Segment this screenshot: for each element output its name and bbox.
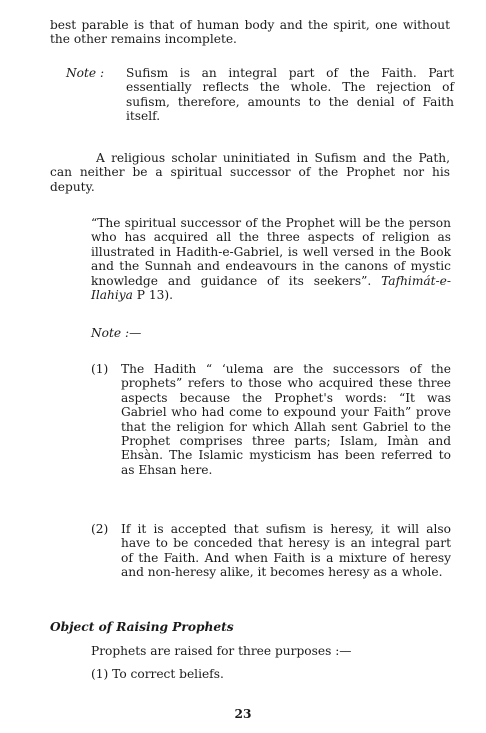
note-text: Sufism is an integral part of the Faith. Part essentially reflects the whole. The rejection of sufism, therefore, amounts to the denial of Faith itself. — [126, 66, 454, 124]
purpose-item: (1) To correct beliefs. — [91, 667, 224, 681]
note-heading: Note :— — [91, 326, 142, 340]
list-item — [91, 522, 451, 580]
quote-page-ref: P 13). — [136, 288, 173, 303]
scholar-paragraph: A religious scholar uninitiated in Sufism and the Path, can neither be a spiritual successor of the Prophet nor his deputy. — [50, 151, 450, 194]
section-heading: Object of Raising Prophets — [50, 620, 234, 634]
list-item-text: If it is accepted that sufism is heresy, it will also have to be conceded that heresy is an integral part of the Faith. And when Faith is a mixture of heresy and non-heresy alike, it becomes heresy as a whole. — [121, 522, 451, 580]
list-item-text: The Hadith “ ‘ulema are the successors of the prophets” refers to those who acquired these three aspects because the Prophet's words: “It was Gabriel who had come to expound your Faith” prove that the religion for which Allah sent Gabriel to the Prophet comprises three parts; Islam, Imàn and Ehsàn. The Islamic mysticism has been referred to as Ehsan here. — [121, 362, 451, 477]
list-item-number: (1) — [91, 362, 109, 376]
quote-paragraph — [91, 216, 451, 302]
list-item-number: (2) — [91, 522, 109, 536]
quote-source: Tafhimát-e-Ilahiya — [91, 273, 451, 303]
note-block — [66, 66, 454, 124]
note-label: Note : — [66, 66, 105, 80]
intro-paragraph: best parable is that of human body and the spirit, one without the other remains incomplete. — [50, 18, 450, 47]
purpose-line: Prophets are raised for three purposes :— — [91, 644, 352, 658]
page-number: 23 — [234, 707, 252, 721]
quote-text: “The spiritual successor of the Prophet will be the person who has acquired all the three aspects of religion as illustrated in Hadith-e-Gabriel, is well versed in the Book and the Sunnah and endeavours in the canons of mystic knowledge and guidance of its seekers”. — [91, 216, 451, 288]
list-item — [91, 362, 451, 477]
